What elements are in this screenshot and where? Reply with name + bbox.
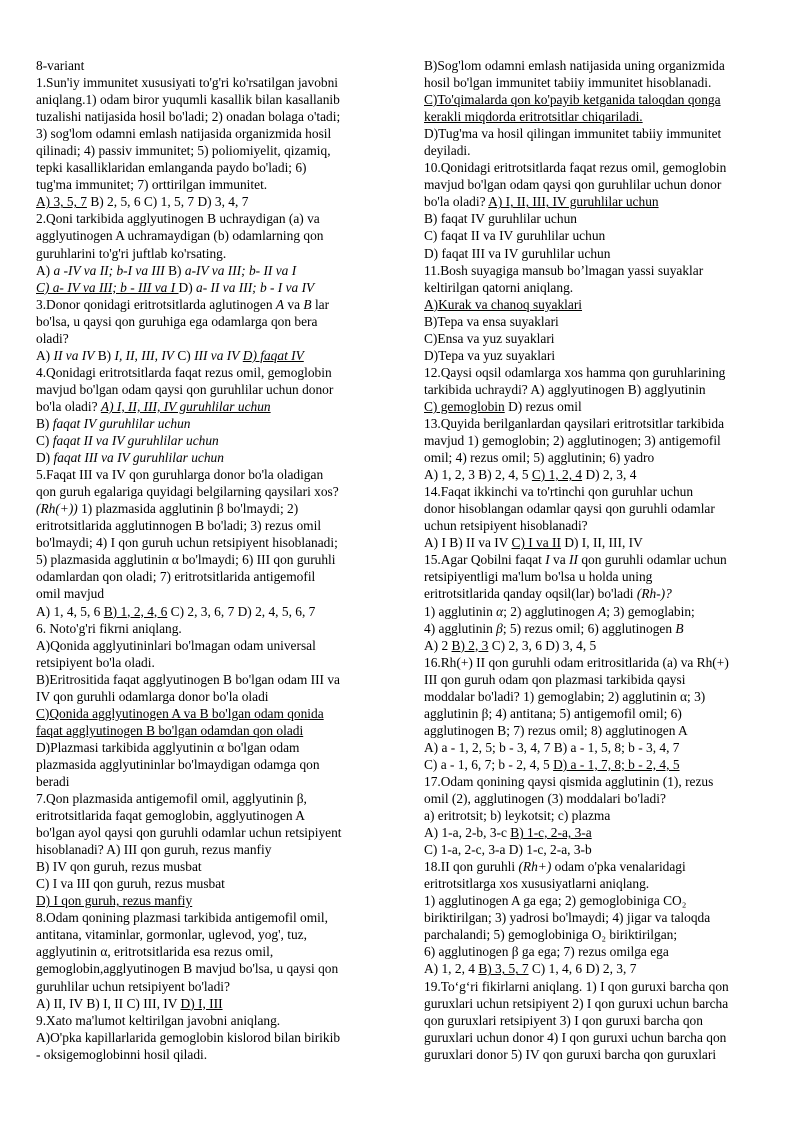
text-line — [36, 603, 388, 620]
text-line — [36, 500, 388, 517]
text-line — [36, 568, 388, 585]
text-segment: keltirilgan qatorni aniqlang. — [424, 279, 574, 295]
text-segment: 15.Agar Qobilni faqat — [424, 552, 546, 568]
text-segment: D) — [178, 279, 197, 295]
text-segment: D)Tepa va yuz suyaklari — [424, 347, 556, 363]
text-segment: qon guruxlari retsipiyent 3) I qon guruxi barcha qon — [424, 1012, 703, 1028]
text-segment: omil; 4) rezus omil; 5) agglutinin; 6) yadro — [424, 450, 655, 466]
text-line — [36, 978, 388, 995]
text-segment: 4) agglutinin — [424, 620, 497, 636]
text-segment: C)To'qimalarda qon ko'payib ketganida taloqdan qonga — [424, 92, 721, 108]
text-segment: 8-variant — [36, 58, 85, 73]
text-segment: donor hisoblangan odamlar qaysi qon guruhli odamlar — [424, 501, 715, 517]
text-segment: hosil bo'lgan immunitet tabiiy immunitet hisoblanadi. — [424, 75, 712, 91]
text-line — [36, 909, 388, 926]
text-segment: C) — [173, 347, 195, 363]
text-line — [424, 534, 772, 551]
text-line — [36, 824, 388, 841]
text-segment: D) faqat IV — [242, 347, 304, 363]
text-segment: a- II va III; b - I va IV — [196, 279, 315, 295]
text-segment: III va IV — [194, 347, 240, 363]
text-segment: eritrotsitlarida qanday oqsil(lar) bo'ladi — [424, 586, 637, 602]
text-line — [424, 773, 772, 790]
text-segment: A — [598, 603, 607, 619]
text-segment: C) gemoglobin — [424, 398, 505, 414]
text-segment: B) — [94, 347, 115, 363]
text-segment: guruhlarini to'g'ri juftlab ko'rsating. — [36, 245, 227, 261]
text-segment: I — [545, 552, 550, 568]
right-column — [424, 57, 772, 1063]
text-segment: C) — [36, 433, 53, 449]
text-line — [36, 466, 388, 483]
text-segment: guruxlari donor 5) IV qon guruxi barcha qon guruxlari — [424, 1046, 717, 1062]
text-segment: lar — [311, 296, 330, 312]
text-segment: D) I qon guruh, rezus manfiy — [36, 893, 193, 909]
text-line — [36, 142, 388, 159]
text-segment: B — [675, 620, 684, 636]
text-line — [424, 227, 772, 244]
text-segment: B) 1, 2, 4, 6 — [103, 603, 168, 619]
text-segment: C)Ensa va yuz suyaklari — [424, 330, 555, 346]
text-segment: tarkibida uchraydi? A) agglyutinogen B) agglyutinin — [424, 381, 706, 397]
text-segment: a) eritrotsit; b) leykotsit; c) plazma — [424, 808, 611, 824]
text-segment: 1) agglutinogen A ga ega; 2) gemoglobiniga CO₂ — [424, 893, 687, 909]
text-segment: 6) agglutinogen β ga ega; 7) rezus omilga ega — [424, 944, 669, 960]
text-segment: 4.Qonidagi eritrotsitlarda faqat rezus omil, gemoglobin — [36, 364, 332, 380]
text-segment: β — [496, 620, 503, 636]
text-line — [424, 262, 772, 279]
text-segment: 5.Faqat III va IV qon guruhlarga donor bo'la oladigan — [36, 467, 324, 483]
text-segment: II va IV — [53, 347, 95, 363]
text-segment: eritrotsitlarida agglutinnogen B bo'ladi; 3) rezus omil — [36, 518, 322, 534]
text-segment: IV qon guruhli odamlarga donor bo'la oladi — [36, 688, 269, 704]
text-line — [36, 739, 388, 756]
text-line — [36, 108, 388, 125]
text-segment: A) I, II, III, IV guruhlilar uchun — [488, 194, 659, 210]
text-line — [424, 807, 772, 824]
text-segment: A) I, II, III, IV guruhlilar uchun — [100, 398, 271, 414]
text-segment: va — [549, 552, 570, 568]
text-line — [424, 756, 772, 773]
left-column — [36, 57, 388, 1063]
text-segment: plazmasida agglyutininlar bo'lmaydigan odamga qon — [36, 756, 320, 772]
text-segment: (Rh+) — [518, 859, 552, 875]
text-segment: a-IV va III; b- II va I — [184, 262, 297, 278]
text-segment: ; 2) agglutinogen — [503, 603, 599, 619]
text-line — [424, 705, 772, 722]
text-line — [424, 398, 772, 415]
text-line — [36, 790, 388, 807]
text-line — [424, 1012, 772, 1029]
text-segment: hisoblanadi? A) III qon guruh, rezus manfiy — [36, 842, 272, 858]
text-line — [36, 415, 388, 432]
text-segment: tuzalishi natijasida hosil bo'ladi; 2) onadan bolaga o'tadi; — [36, 109, 341, 125]
text-segment: faqat agglyutinogen B bo'lgan odamdan qon oladi — [36, 722, 304, 738]
text-line — [424, 483, 772, 500]
text-line — [36, 245, 388, 262]
text-segment: A — [275, 296, 285, 312]
text-segment: 18.II qon guruhli — [424, 859, 519, 875]
text-segment: A) — [36, 347, 54, 363]
text-segment: I, II, III, IV — [114, 347, 174, 363]
text-line — [36, 262, 388, 279]
text-segment: B) — [164, 262, 185, 278]
text-segment: odam o'pka venalaridagi — [551, 859, 686, 875]
text-segment: B)Tepa va ensa suyaklari — [424, 313, 559, 329]
text-segment: 14.Faqat ikkinchi va to'rtinchi qon guruhlar uchun — [424, 484, 694, 500]
text-segment: eritrotsitlarida faqat gemoglobin, agglyutinogen A — [36, 808, 305, 824]
text-line — [36, 688, 388, 705]
text-line — [36, 125, 388, 142]
text-segment: 1) plazmasida agglutinin β bo'lmaydi; 2) — [77, 501, 299, 517]
text-segment: 9.Xato ma'lumot keltirilgan javobni aniqlang. — [36, 1012, 281, 1028]
text-segment: A) — [36, 262, 54, 278]
text-segment: 13.Quyida berilganlardan qaysilari eritrotsitlar tarkibida — [424, 415, 725, 431]
text-line — [36, 841, 388, 858]
text-line — [36, 296, 388, 313]
text-line — [424, 739, 772, 756]
text-segment: D) rezus omil — [504, 398, 582, 414]
text-segment: a -IV va II; b-I va III — [53, 262, 165, 278]
text-segment: A)Kurak va chanoq suyaklari — [424, 296, 583, 312]
text-segment: agglyutinin α, eritrotsitlarida esa rezus omil, — [36, 944, 274, 960]
text-line — [424, 585, 772, 602]
text-segment: 11.Bosh suyagiga mansub bo’lmagan yassi suyaklar — [424, 262, 704, 278]
text-line — [36, 551, 388, 568]
text-segment: kerakli miqdorda eritrotsitlar chiqariladi. — [424, 109, 643, 125]
text-segment: 7.Qon plazmasida antigemofil omil, agglyutinin β, — [36, 791, 307, 807]
text-segment: mavjud 1) gemoglobin; 2) agglutinogen; 3) antigemofil — [424, 433, 721, 449]
text-segment: va — [284, 296, 304, 312]
text-line — [424, 449, 772, 466]
text-segment: C) 2, 3, 6, 7 D) 2, 4, 5, 6, 7 — [167, 603, 316, 619]
text-segment: 3) sog'lom odamni emlash natijasida organizmida hosil — [36, 126, 332, 142]
text-segment: omil (2), agglutinogen (3) moddalari bo'ladi? — [424, 791, 666, 807]
text-line — [36, 585, 388, 602]
text-line — [424, 824, 772, 841]
text-segment: D) 2, 3, 4 — [582, 467, 637, 483]
text-segment: B) faqat IV guruhlilar uchun — [424, 211, 577, 227]
text-line — [424, 671, 772, 688]
text-segment: C) a- IV va III; b - III va I — [36, 279, 179, 295]
text-segment: B — [303, 296, 312, 312]
text-segment: gemoglobin,agglyutinogen B mavjud bo'lsa, u qaysi qon — [36, 961, 339, 977]
text-line — [424, 688, 772, 705]
text-line — [424, 57, 772, 74]
text-segment: 1) agglutinin — [424, 603, 497, 619]
text-segment: ; 5) rezus omil; 6) agglutinogen — [502, 620, 676, 636]
text-segment: moddalar bo'ladi? 1) gemoglabin; 2) agglutinin α; 3) — [424, 688, 706, 704]
text-line — [36, 227, 388, 244]
text-segment: tug'ma immunitet; 7) orttirilgan immunitet. — [36, 177, 268, 193]
text-line — [424, 159, 772, 176]
text-segment: mavjud bo'lgan odam qaysi qon guruhlilar uchun donor — [424, 177, 722, 193]
text-segment: B) 1-c, 2-a, 3-a — [510, 825, 592, 841]
text-segment: guruxlari uchun retsipiyent 2) I qon guruxi uchun barcha — [424, 995, 729, 1011]
text-segment: qilinadi; 4) passiv immunitet; 5) poliomiyelit, qizamiq, — [36, 143, 331, 159]
text-line — [36, 517, 388, 534]
text-segment: antitana, vitaminlar, gormonlar, uglevod, yog', tuz, — [36, 927, 307, 943]
text-segment: B)Eritrositida faqat agglyutinogen B bo'lgan odam III va — [36, 671, 340, 687]
text-line — [36, 926, 388, 943]
text-segment: bo'la oladi? — [36, 398, 101, 414]
text-line — [36, 892, 388, 909]
text-segment: agglutinogen B; 7) rezus omil; 8) agglutinogen A — [424, 722, 688, 738]
text-segment: oladi? — [36, 330, 69, 346]
text-segment: B) 2, 5, 6 C) 1, 5, 7 D) 3, 4, 7 — [86, 194, 249, 210]
text-segment: A) a - 1, 2, 5; b - 3, 4, 7 B) a - 1, 5, 8; b - 3, 4, 7 — [424, 739, 680, 755]
text-line — [424, 841, 772, 858]
text-segment: ; 3) gemoglabin; — [606, 603, 695, 619]
text-line — [36, 705, 388, 722]
text-line — [424, 892, 772, 909]
text-line — [424, 466, 772, 483]
text-line — [36, 176, 388, 193]
text-segment: B) — [36, 415, 53, 431]
text-line — [424, 108, 772, 125]
text-segment: 8.Odam qonining plazmasi tarkibida antigemofil omil, — [36, 910, 328, 926]
text-segment: A)O'pka kapillarlarida gemoglobin kislorod bilan birikib — [36, 1029, 341, 1045]
text-segment: 5) plazmasida agglutinin α bo'lmaydi; 6) III qon guruhli — [36, 552, 336, 568]
text-line — [424, 960, 772, 977]
text-line — [36, 398, 388, 415]
text-line — [424, 210, 772, 227]
text-segment: 12.Qaysi oqsil odamlarga xos hamma qon guruhlarining — [424, 364, 726, 380]
text-segment: faqat II va IV guruhlilar uchun — [52, 433, 219, 449]
text-segment: C) faqat II va IV guruhlilar uchun — [424, 228, 606, 244]
text-line — [424, 313, 772, 330]
text-segment: A) 3, 5, 7 — [36, 194, 87, 210]
text-segment: 1.Sun'iy immunitet xususiyati to'g'ri ko'rsatilgan javobni — [36, 75, 338, 91]
text-segment: D) — [36, 450, 54, 466]
text-segment: B) IV qon guruh, rezus musbat — [36, 859, 202, 875]
text-line — [424, 142, 772, 159]
text-segment: retsipiyentligi ma'lum bo'lsa u holda uning — [424, 569, 653, 585]
text-line — [424, 500, 772, 517]
text-line — [424, 909, 772, 926]
text-line — [36, 620, 388, 637]
text-line — [36, 313, 388, 330]
text-line — [424, 193, 772, 210]
text-line — [36, 1046, 388, 1063]
text-line — [424, 568, 772, 585]
text-segment: A) 1, 2, 4 — [424, 961, 479, 977]
text-line — [36, 756, 388, 773]
text-line — [424, 74, 772, 91]
text-line — [424, 415, 772, 432]
text-line — [424, 347, 772, 364]
text-line — [36, 159, 388, 176]
text-segment: agglyutinogen A uchramaydigan (b) odamlarning qon — [36, 228, 324, 244]
text-segment: C) I va II — [511, 535, 561, 551]
text-line — [424, 296, 772, 313]
text-line — [424, 995, 772, 1012]
text-line — [424, 91, 772, 108]
text-segment: D) I, III — [180, 995, 223, 1011]
text-segment: C) 2, 3, 6 D) 3, 4, 5 — [488, 637, 597, 653]
text-line — [424, 858, 772, 875]
text-line — [424, 654, 772, 671]
text-segment: A) 1, 4, 5, 6 — [36, 603, 104, 619]
text-segment: D)Tug'ma va hosil qilingan immunitet tabiiy immunitet — [424, 126, 722, 142]
text-segment: 6. Noto'g'ri fikrni aniqlang. — [36, 620, 182, 636]
text-line — [36, 807, 388, 824]
text-line — [36, 57, 388, 74]
text-segment: bo'lgan ayol qaysi qon guruhli odamlar uchun retsipiyent — [36, 825, 342, 841]
text-segment: agglutinin β; 4) antitana; 5) antigemofil omil; 6) — [424, 705, 682, 721]
text-line — [424, 176, 772, 193]
text-segment: beradi — [36, 773, 70, 789]
text-line — [36, 858, 388, 875]
text-segment: III qon guruh odam qon plazmasi tarkibida qaysi — [424, 671, 686, 687]
text-line — [36, 722, 388, 739]
text-segment: A) 2 — [424, 637, 452, 653]
text-segment: guruhlilar uchun retsipiyent bo'ladi? — [36, 978, 230, 994]
text-line — [36, 330, 388, 347]
text-line — [424, 722, 772, 739]
text-segment: faqat IV guruhlilar uchun — [52, 415, 191, 431]
text-line — [36, 347, 388, 364]
text-segment: bo'lsa, u qaysi qon guruhiga ega odamlarga qon bera — [36, 313, 318, 329]
text-line — [36, 432, 388, 449]
text-segment: C) 1, 4, 6 D) 2, 3, 7 — [528, 961, 637, 977]
text-segment: D) faqat III va IV guruhlilar uchun — [424, 245, 611, 261]
text-segment: uchun retsipiyent hisoblanadi? — [424, 518, 588, 534]
text-segment: qon guruhli odamlar uchun — [577, 552, 727, 568]
text-segment: eritrotsitlarga xos xususiyatlarni aniqlang. — [424, 876, 650, 892]
text-line — [36, 637, 388, 654]
text-line — [424, 1046, 772, 1063]
text-line — [36, 193, 388, 210]
text-segment: 3.Donor qonidagi eritrotsitlarda aglutinogen — [36, 296, 276, 312]
text-line — [424, 364, 772, 381]
text-segment: A) 1, 2, 3 B) 2, 4, 5 — [424, 467, 532, 483]
text-segment: biriktirilgan; 3) yadrosi bo'lmaydi; 4) jigar va taloqda — [424, 910, 711, 926]
text-line — [36, 91, 388, 108]
text-line — [424, 620, 772, 637]
text-segment: - oksigemoglobinni hosil qiladi. — [36, 1046, 208, 1062]
text-line — [36, 960, 388, 977]
text-line — [36, 1029, 388, 1046]
text-segment: A) II, IV B) I, II C) III, IV — [36, 995, 181, 1011]
text-segment: tepki kasalliklaridan emlanganda paydo bo'ladi; 6) — [36, 160, 307, 176]
text-segment: II — [569, 552, 578, 568]
text-line — [424, 279, 772, 296]
text-segment: parchalandi; 5) gemoglobiniga O₂ biriktirilgan; — [424, 927, 678, 943]
text-segment: A) 1-a, 2-b, 3-c — [424, 825, 511, 841]
text-line — [36, 449, 388, 466]
text-line — [36, 74, 388, 91]
text-line — [36, 773, 388, 790]
text-segment: C) a - 1, 6, 7; b - 2, 4, 5 — [424, 756, 554, 772]
text-segment: D) I, II, III, IV — [560, 535, 643, 551]
text-segment: qon guruh egalariga quyidagi belgilarning qaysilari xos? — [36, 484, 339, 500]
text-line — [424, 125, 772, 142]
text-segment: bo'lmaydi; 4) I qon guruh uchun retsipiyent hisoblanadi; — [36, 535, 338, 551]
text-segment: (Rh(+)) — [36, 501, 78, 517]
text-line — [36, 534, 388, 551]
text-line — [36, 483, 388, 500]
text-segment: 10.Qonidagi eritrotsitlarda faqat rezus omil, gemoglobin — [424, 160, 727, 176]
text-segment: α — [496, 603, 504, 619]
text-line — [424, 245, 772, 262]
text-line — [424, 330, 772, 347]
text-line — [36, 995, 388, 1012]
text-line — [424, 432, 772, 449]
text-segment: guruxlari uchun donor 4) I qon guruxi uchun barcha qon — [424, 1029, 727, 1045]
text-segment: 16.Rh(+) II qon guruhli odam eritrositlarida (a) va Rh(+) — [424, 654, 729, 670]
text-line — [36, 364, 388, 381]
text-line — [424, 978, 772, 995]
text-segment: (Rh-)? — [636, 586, 672, 602]
text-line — [36, 671, 388, 688]
text-segment: 2.Qoni tarkibida agglyutinogen B uchraydigan (a) va — [36, 211, 320, 227]
text-segment: 17.Odam qonining qaysi qismida agglutinin (1), rezus — [424, 773, 714, 789]
text-line — [36, 875, 388, 892]
text-line — [424, 381, 772, 398]
text-segment: faqat III va IV guruhlilar uchun — [53, 450, 224, 466]
text-segment: deyiladi. — [424, 143, 471, 159]
text-line — [424, 790, 772, 807]
text-segment: odamlardan qon oladi; 7) eritrotsitlarida antigemofil — [36, 569, 316, 585]
text-segment: B) 3, 5, 7 — [478, 961, 529, 977]
text-segment: D) a - 1, 7, 8; b - 2, 4, 5 — [553, 756, 680, 772]
text-segment: C) I va III qon guruh, rezus musbat — [36, 876, 225, 892]
text-segment: 19.To‘g‘ri fikirlarni aniqlang. 1) I qon guruxi barcha qon — [424, 978, 729, 994]
text-line — [36, 381, 388, 398]
text-segment: aniqlang.1) odam biror yuqumli kasallik bilan kasallanib — [36, 92, 340, 108]
text-segment: C)Qonida agglyutinogen A va B bo'lgan odam qonida — [36, 705, 324, 721]
text-line — [424, 551, 772, 568]
text-segment: A)Qonida agglyutininlari bo'lmagan odam universal — [36, 637, 316, 653]
text-segment: C) 1, 2, 4 — [531, 467, 583, 483]
text-segment: retsipiyent bo'la oladi. — [36, 654, 155, 670]
text-segment: omil mavjud — [36, 586, 105, 602]
text-line — [36, 279, 388, 296]
text-segment: mavjud bo'lgan odam qaysi qon guruhlilar uchun donor — [36, 381, 334, 397]
text-line — [424, 603, 772, 620]
text-line — [36, 943, 388, 960]
text-line — [36, 654, 388, 671]
text-line — [424, 875, 772, 892]
text-line — [424, 517, 772, 534]
text-segment: D)Plazmasi tarkibida agglyutinin α bo'lgan odam — [36, 739, 300, 755]
text-line — [424, 637, 772, 654]
text-line — [36, 210, 388, 227]
text-line — [424, 926, 772, 943]
text-segment: bo'la oladi? — [424, 194, 489, 210]
text-line — [424, 1029, 772, 1046]
text-segment: B)Sog'lom odamni emlash natijasida uning organizmida — [424, 58, 725, 73]
text-segment: A) I B) II va IV — [424, 535, 512, 551]
text-segment: C) 1-a, 2-c, 3-a D) 1-c, 2-a, 3-b — [424, 842, 592, 858]
text-segment: B) 2, 3 — [451, 637, 489, 653]
text-line — [424, 943, 772, 960]
text-line — [36, 1012, 388, 1029]
